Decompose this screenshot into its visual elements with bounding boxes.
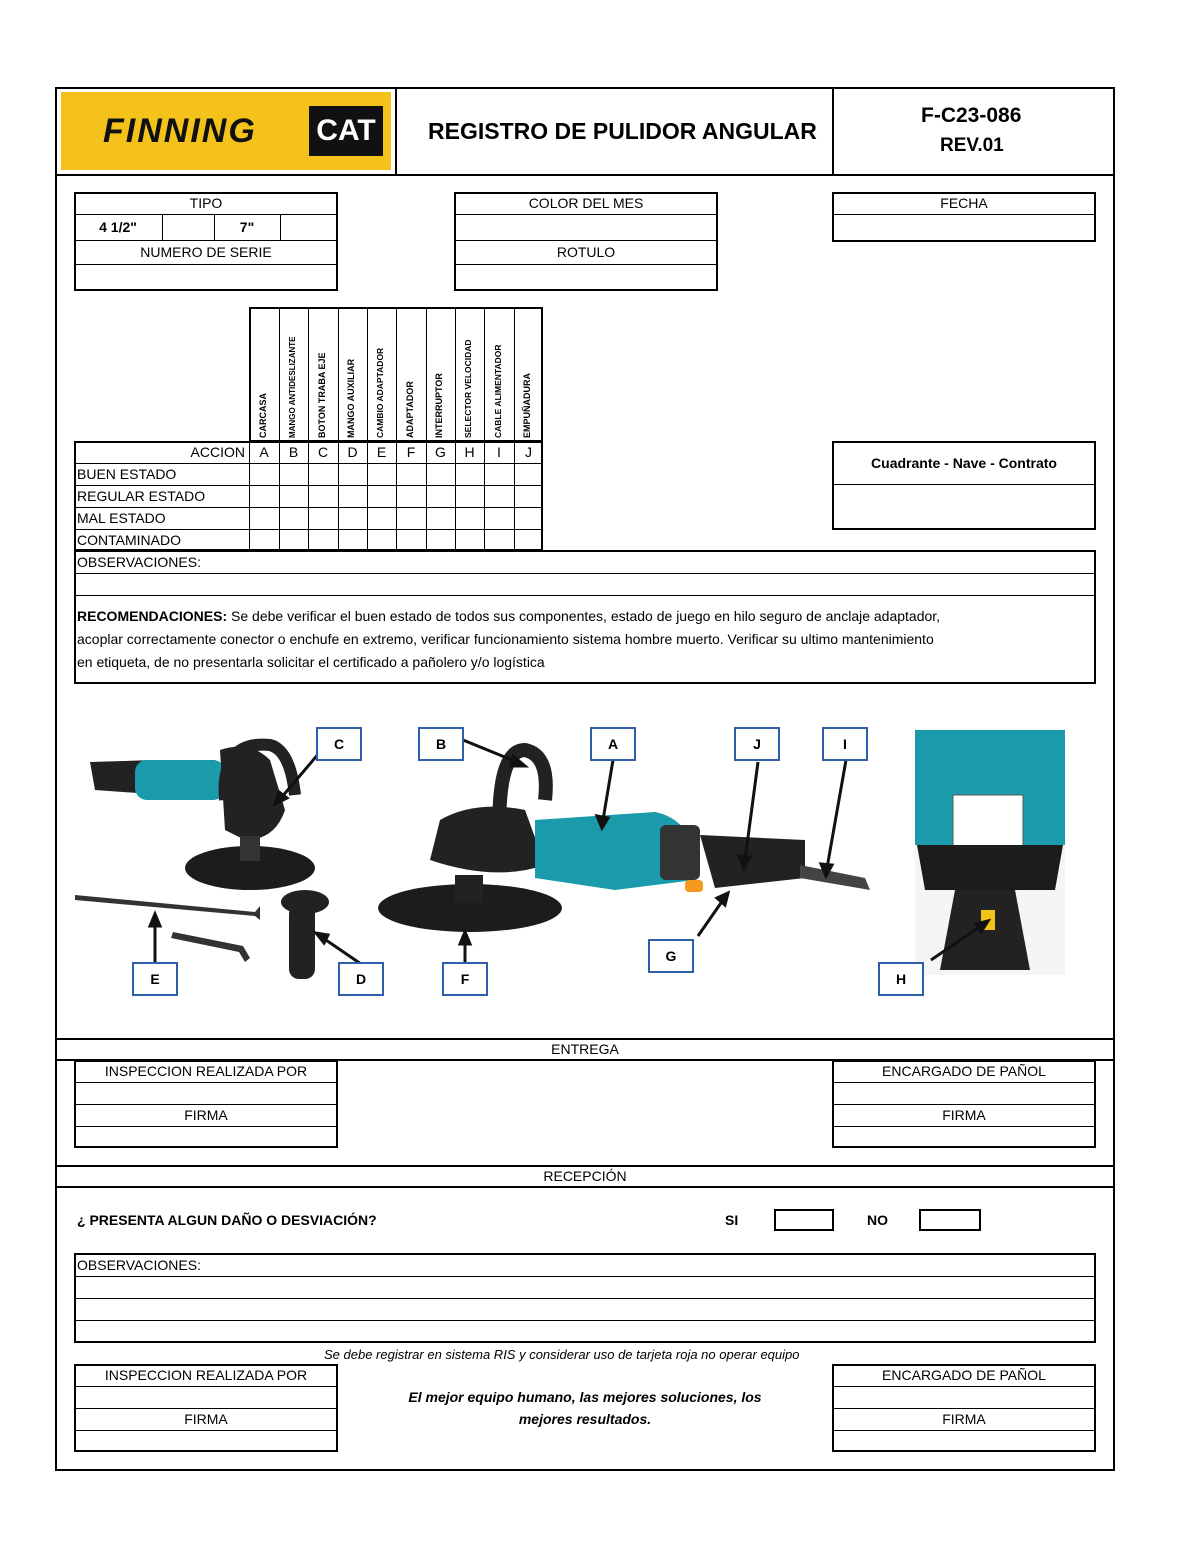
- entrega-inspeccion-field[interactable]: [74, 1082, 338, 1104]
- component-name-j: EMPUÑADURA: [522, 373, 532, 438]
- recommendations-line2: acoplar correctamente conector o enchufe en extremo, verificar funcionamiento sistema hombre muerto. Verificar su ultimo mantenimiento: [77, 631, 934, 647]
- component-letter-i: I: [497, 444, 501, 460]
- component-name-c: BOTON TRABA EJE: [317, 352, 327, 438]
- component-name-i: CABLE ALIMENTADOR: [493, 344, 503, 438]
- component-name-a: CARCASA: [258, 393, 268, 438]
- callout-f: F: [442, 962, 488, 996]
- tipo-option-4-5: 4 1/2": [99, 219, 137, 235]
- recepcion-encargado-label: ENCARGADO DE PAÑOL: [882, 1367, 1046, 1383]
- recommendations-line1: [77, 608, 940, 624]
- component-letter-c: C: [317, 444, 329, 460]
- form-code: F-C23-086: [921, 104, 1022, 127]
- component-letter-f: F: [406, 444, 416, 460]
- component-name-g: INTERRUPTOR: [434, 373, 444, 438]
- location-label: Cuadrante - Nave - Contrato: [871, 454, 1057, 471]
- observaciones-label: OBSERVACIONES:: [77, 554, 201, 570]
- status-row-regular-estado: REGULAR ESTADO: [77, 488, 206, 504]
- status-row-contaminado: CONTAMINADO: [77, 532, 181, 548]
- component-letter-g: G: [435, 444, 446, 460]
- component-name-e: CAMBIO ADAPTADOR: [375, 347, 385, 438]
- selector-closeup-image: [915, 730, 1065, 975]
- callout-c: C: [316, 727, 362, 761]
- tipo-option-7-checkbox[interactable]: [280, 214, 338, 240]
- recepcion-firma-field[interactable]: [74, 1430, 338, 1452]
- component-name-b: MANGO ANTIDESLIZANTE: [288, 336, 297, 438]
- entrega-firma-label: FIRMA: [184, 1107, 228, 1123]
- rotulo-label: ROTULO: [556, 244, 616, 260]
- recepcion-inspeccion-field[interactable]: [74, 1386, 338, 1408]
- component-letter-e: E: [376, 444, 387, 460]
- cat-logo: [309, 106, 383, 156]
- entrega-firma-field[interactable]: [74, 1126, 338, 1148]
- observaciones-field[interactable]: [74, 573, 1096, 595]
- slogan-line1: El mejor equipo humano, las mejores soluciones, los: [408, 1389, 762, 1405]
- slogan-line2: mejores resultados.: [518, 1411, 652, 1427]
- cat-logo-text: CAT: [316, 114, 376, 147]
- location-field[interactable]: [832, 484, 1096, 530]
- callout-j: J: [734, 727, 780, 761]
- recepcion-title: RECEPCIÓN: [543, 1168, 627, 1184]
- recommendations-label: RECOMENDACIONES:: [77, 608, 228, 624]
- si-label: SI: [725, 1212, 739, 1228]
- recepcion-encargado-field[interactable]: [832, 1386, 1096, 1408]
- color-label: COLOR DEL MES: [528, 195, 644, 211]
- no-label: NO: [867, 1212, 888, 1228]
- recepcion-observaciones-field[interactable]: [74, 1276, 1096, 1343]
- entrega-inspeccion-label: INSPECCION REALIZADA POR: [104, 1063, 308, 1079]
- fecha-field[interactable]: [832, 214, 1096, 242]
- component-letter-j: J: [525, 444, 532, 460]
- tool-illustrations: [55, 700, 1115, 1030]
- wrench-image: [75, 895, 260, 962]
- component-name-h: SELECTOR VELOCIDAD: [463, 339, 473, 438]
- tipo-option-7: 7": [239, 219, 255, 235]
- entrega-title: ENTREGA: [551, 1041, 619, 1057]
- callout-a: A: [590, 727, 636, 761]
- entrega-encargado-firma-field[interactable]: [832, 1126, 1096, 1148]
- recommendations-text1: Se debe verificar el buen estado de todos sus componentes, estado de juego en hilo seguro de anclaje adaptador,: [227, 608, 941, 624]
- recepcion-inspeccion-label: INSPECCION REALIZADA POR: [104, 1367, 308, 1383]
- polisher-left-image: [90, 745, 315, 890]
- page-title: REGISTRO DE PULIDOR ANGULAR: [428, 118, 817, 144]
- tipo-option-4-5-checkbox[interactable]: [162, 214, 214, 240]
- component-letter-h: H: [464, 444, 475, 460]
- entrega-encargado-firma-label: FIRMA: [942, 1107, 986, 1123]
- callout-i: I: [822, 727, 868, 761]
- component-letter-d: D: [347, 444, 358, 460]
- status-row-mal-estado: MAL ESTADO: [77, 510, 166, 526]
- callout-b: B: [418, 727, 464, 761]
- recepcion-encargado-firma-field[interactable]: [832, 1430, 1096, 1452]
- callout-g: G: [648, 939, 694, 973]
- no-checkbox[interactable]: [919, 1209, 981, 1231]
- component-letter-b: B: [288, 444, 299, 460]
- recommendations-line3: en etiqueta, de no presentarla solicitar el certificado a pañolero y/o logística: [77, 654, 545, 670]
- color-field[interactable]: [454, 214, 718, 240]
- callout-e: E: [132, 962, 178, 996]
- component-name-f: ADAPTADOR: [405, 381, 415, 438]
- si-checkbox[interactable]: [774, 1209, 834, 1231]
- polisher-middle-image: [378, 750, 870, 932]
- damage-question: ¿ PRESENTA ALGUN DAÑO O DESVIACIÓN?: [77, 1212, 377, 1228]
- serie-field[interactable]: [74, 264, 338, 291]
- fecha-label: FECHA: [940, 195, 988, 211]
- entrega-encargado-field[interactable]: [832, 1082, 1096, 1104]
- callout-d: D: [338, 962, 384, 996]
- component-letter-a: A: [259, 444, 269, 460]
- tipo-label: TIPO: [189, 195, 223, 211]
- checklist-cells[interactable]: [249, 463, 543, 551]
- rotulo-field[interactable]: [454, 264, 718, 291]
- form-revision: REV.01: [940, 135, 1004, 156]
- callout-h: H: [878, 962, 924, 996]
- entrega-encargado-label: ENCARGADO DE PAÑOL: [882, 1063, 1046, 1079]
- recepcion-observaciones-label: OBSERVACIONES:: [77, 1257, 201, 1273]
- component-name-d: MANGO AUXILIAR: [346, 358, 356, 438]
- serie-label: NUMERO DE SERIE: [140, 244, 272, 260]
- ris-note: Se debe registrar en sistema RIS y considerar uso de tarjeta roja no operar equipo: [324, 1347, 800, 1362]
- accion-label: ACCION: [190, 444, 245, 460]
- recepcion-encargado-firma-label: FIRMA: [942, 1411, 986, 1427]
- recepcion-firma-label: FIRMA: [184, 1411, 228, 1427]
- finning-logo-text: FINNING: [103, 112, 257, 150]
- finning-cat-logo: [61, 92, 391, 170]
- status-row-buen-estado: BUEN ESTADO: [77, 466, 177, 482]
